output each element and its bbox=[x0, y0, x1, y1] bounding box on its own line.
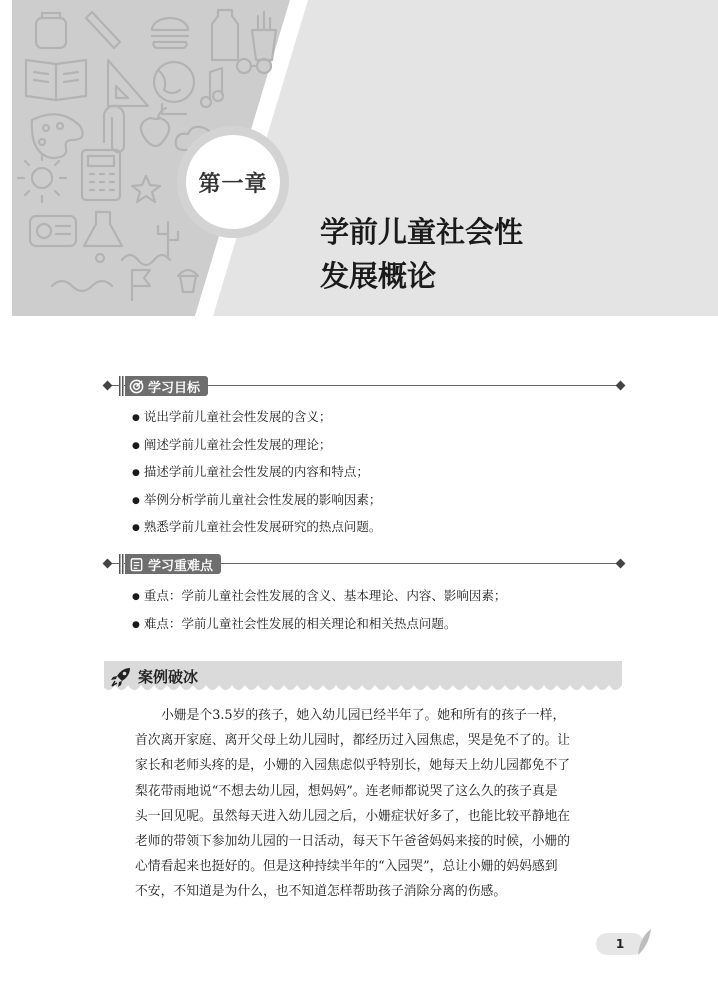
objectives-section-header bbox=[104, 375, 624, 397]
list-item: ● 熟悉学前儿童社会性发展研究的热点问题。 bbox=[132, 514, 381, 542]
paragraph-line: 首次离开家庭、离开父母上幼儿园时，都经历过入园焦虑，哭是免不了的。让 bbox=[135, 733, 571, 749]
chapter-badge bbox=[177, 126, 289, 238]
rocket-icon bbox=[110, 666, 132, 688]
leaf-icon bbox=[636, 928, 652, 958]
list-item: ● 举例分析学前儿童社会性发展的影响因素； bbox=[132, 487, 381, 515]
case-banner bbox=[104, 661, 624, 695]
objectives-list bbox=[132, 404, 381, 542]
list-item: ● 重点：学前儿童社会性发展的含义、基本理论、内容、影响因素； bbox=[132, 583, 506, 611]
paragraph-line: 老师的带领下参加幼儿园的一日活动，每天下午爸爸妈妈来接的时候，小姗的 bbox=[135, 834, 571, 850]
key-points-section-header bbox=[104, 553, 624, 575]
key-points-badge bbox=[119, 554, 221, 574]
paragraph-line: 梨花带雨地说“不想去幼儿园，想妈妈”。连老师都说哭了这么久的孩子真是 bbox=[135, 783, 558, 799]
list-item: ● 阐述学前儿童社会性发展的理论； bbox=[132, 432, 381, 460]
paragraph-line: 头一回见呢。虽然每天进入幼儿园之后，小姗症状好多了，也能比较平静地在 bbox=[135, 808, 571, 824]
page-number: 1 bbox=[596, 933, 644, 955]
page-number-tab bbox=[596, 928, 656, 958]
chapter-header bbox=[12, 0, 718, 316]
paragraph-line: 心情看起来也挺好的。但是这种持续半年的“入园哭”，总让小姗的妈妈感到 bbox=[135, 859, 558, 875]
chapter-title bbox=[320, 210, 523, 298]
list-item: ● 难点：学前儿童社会性发展的相关理论和相关热点问题。 bbox=[132, 611, 506, 639]
case-paragraph bbox=[135, 703, 600, 905]
diamond-icon bbox=[616, 381, 626, 391]
diamond-icon bbox=[103, 381, 113, 391]
chapter-title-line-2: 发展概论 bbox=[320, 259, 437, 293]
list-item: ● 描述学前儿童社会性发展的内容和特点； bbox=[132, 459, 381, 487]
diamond-icon bbox=[616, 559, 626, 569]
list-item: ● 说出学前儿童社会性发展的含义； bbox=[132, 404, 381, 432]
objectives-label: 学习目标 bbox=[148, 380, 201, 396]
paragraph-line: 小姗是个3.5岁的孩子，她入幼儿园已经半年了。她和所有的孩子一样， bbox=[161, 708, 566, 723]
paragraph-line: 家长和老师头疼的是，小姗的入园焦虑似乎特别长，她每天上幼儿园都免不了 bbox=[135, 758, 571, 774]
target-icon bbox=[129, 379, 144, 394]
key-points-label: 学习重难点 bbox=[148, 558, 214, 574]
case-title: 案例破冰 bbox=[138, 668, 199, 686]
paragraph-line: 不安，不知道是为什么，也不知道怎样帮助孩子消除分离的伤感。 bbox=[135, 884, 507, 900]
key-points-list bbox=[132, 583, 506, 638]
diamond-icon bbox=[103, 559, 113, 569]
chapter-label: 第一章 bbox=[198, 171, 268, 197]
objectives-badge bbox=[119, 376, 208, 396]
notebook-icon bbox=[129, 557, 144, 572]
chapter-title-line-1: 学前儿童社会性 bbox=[320, 215, 524, 249]
